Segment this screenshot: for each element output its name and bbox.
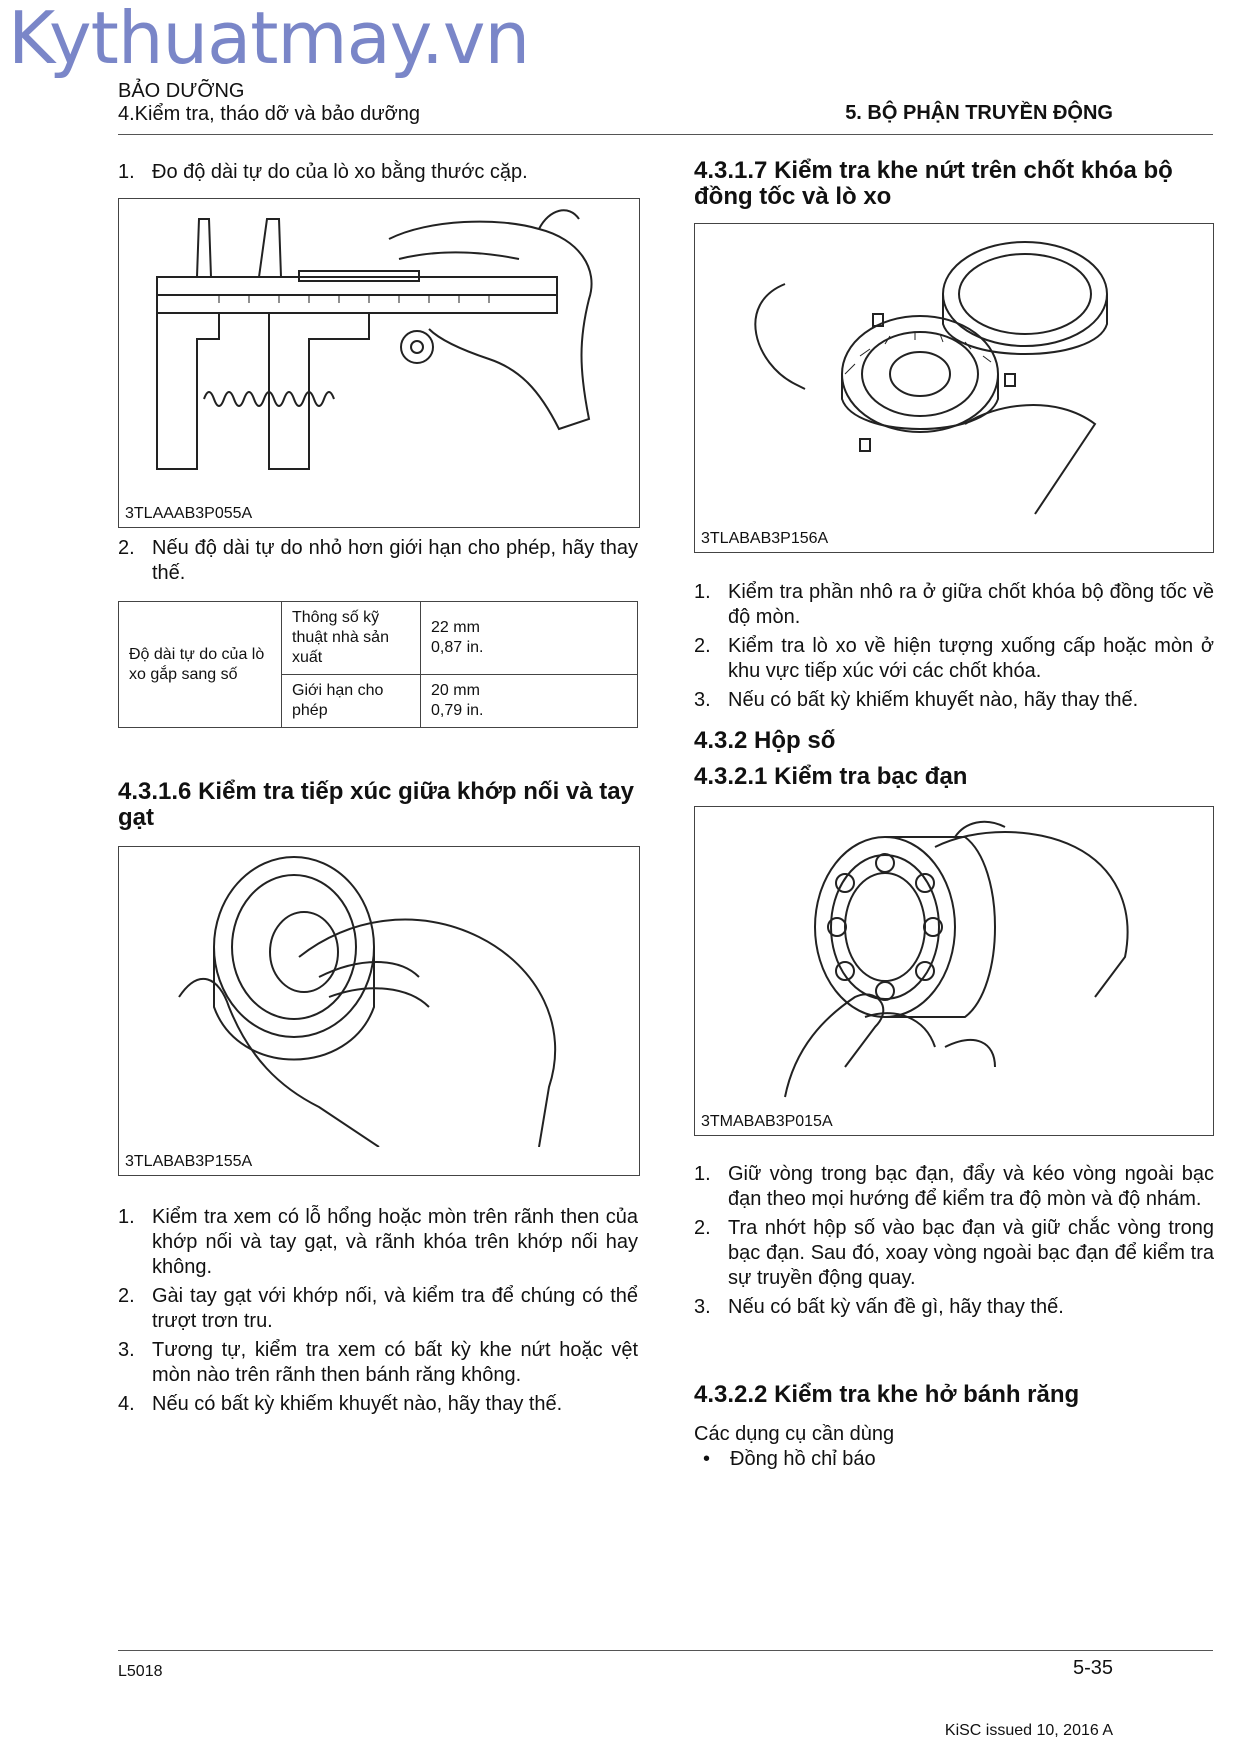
footer-issued: KiSC issued 10, 2016 A <box>944 1722 1113 1739</box>
item-text: Gài tay gạt với khớp nối, và kiểm tra để chúng có thể trượt trơn tru. <box>152 1285 638 1332</box>
list-item <box>118 1205 638 1280</box>
coupler-illustration <box>119 847 637 1147</box>
item-number: 3. <box>118 1339 135 1361</box>
item-text: Kiểm tra lò xo về hiện tượng xuống cấp hoặc mòn ở khu vực tiếp xúc với các chốt khóa. <box>728 635 1214 682</box>
synchronizer-illustration <box>695 224 1211 524</box>
left-step-2 <box>118 536 638 590</box>
list-item <box>694 1216 1214 1291</box>
table-spec-label: Thông số kỹ thuật nhà sản xuất <box>282 602 421 675</box>
item-number: 3. <box>694 1296 711 1318</box>
list-item <box>118 1338 638 1388</box>
item-text: Nếu có bất kỳ khiếm khuyết nào, hãy thay thế. <box>152 1393 563 1415</box>
bullet: • <box>703 1448 711 1470</box>
spring-length-table <box>118 601 638 728</box>
heading-4322: 4.3.2.2 Kiểm tra khe hở bánh răng <box>694 1381 1080 1408</box>
item-number: 1. <box>118 1206 135 1228</box>
list-item <box>118 1284 638 1334</box>
figure-caption: 3TLABAB3P156A <box>701 530 829 547</box>
right-list-2 <box>694 1162 1214 1324</box>
tool-item <box>694 1447 1214 1472</box>
item-text: Nếu có bất kỳ khiếm khuyết nào, hãy thay thế. <box>728 689 1139 711</box>
table-spec-value <box>421 602 638 675</box>
heading-4317: 4.3.1.7 Kiểm tra khe nứt trên chốt khóa bộ đồng tốc và lò xo <box>694 157 1173 210</box>
bearing-figure <box>694 806 1214 1136</box>
heading-432: 4.3.2 Hộp số <box>694 727 836 754</box>
item-number: 1. <box>694 1163 711 1185</box>
item-number: 2. <box>694 635 711 657</box>
figure-caption: 3TLAAAB3P055A <box>125 505 253 522</box>
list-item <box>694 634 1214 684</box>
header-chapter: 5. BỘ PHẬN TRUYỀN ĐỘNG <box>845 102 1113 124</box>
header-subsection: 4.Kiểm tra, tháo dỡ và bảo dưỡng <box>118 103 421 125</box>
spec-value-mm: 22 mm <box>431 619 480 636</box>
item-number: 2. <box>118 1285 135 1307</box>
footer-model: L5018 <box>118 1663 163 1680</box>
figure-caption: 3TMABAB3P015A <box>701 1113 833 1130</box>
step-number: 2. <box>118 537 135 559</box>
left-list-2 <box>118 1205 638 1421</box>
item-text: Kiểm tra phần nhô ra ở giữa chốt khóa bộ đồng tốc về độ mòn. <box>728 581 1214 628</box>
item-number: 1. <box>694 581 711 603</box>
figure-caption: 3TLABAB3P155A <box>125 1153 253 1170</box>
header-left <box>118 80 420 126</box>
step-text: Nếu độ dài tự do nhỏ hơn giới hạn cho phép, hãy thay thế. <box>152 537 638 584</box>
header-section: BẢO DƯỠNG <box>118 80 245 102</box>
step-number: 1. <box>118 161 135 183</box>
tools-label: Các dụng cụ cần dùng <box>694 1423 895 1445</box>
synchronizer-figure <box>694 223 1214 553</box>
item-number: 4. <box>118 1393 135 1415</box>
header-divider <box>118 134 1213 135</box>
table-limit-value <box>421 675 638 728</box>
tools-block <box>694 1422 1214 1472</box>
list-item <box>694 1162 1214 1212</box>
bearing-illustration <box>695 807 1211 1107</box>
item-text: Nếu có bất kỳ vấn đề gì, hãy thay thế. <box>728 1296 1064 1318</box>
watermark-logo: Kythuatmay.vn <box>8 0 530 80</box>
limit-value-mm: 20 mm <box>431 682 480 699</box>
tool-text: Đồng hồ chỉ báo <box>730 1448 876 1470</box>
list-item <box>694 688 1214 713</box>
table-limit-label: Giới hạn cho phép <box>282 675 421 728</box>
left-step-1 <box>118 160 638 189</box>
item-number: 3. <box>694 689 711 711</box>
list-item <box>118 1392 638 1417</box>
footer-divider <box>118 1650 1213 1651</box>
item-text: Tra nhớt hộp số vào bạc đạn và giữ chắc vòng trong bạc đạn. Sau đó, xoay vòng ngoài bạc đạn để kiểm tra sự truyền động quay. <box>728 1217 1214 1289</box>
caliper-illustration <box>119 199 637 499</box>
right-list-1 <box>694 580 1214 717</box>
coupler-figure <box>118 846 640 1176</box>
heading-4316: 4.3.1.6 Kiểm tra tiếp xúc giữa khớp nối và tay gạt <box>118 778 634 831</box>
item-number: 2. <box>694 1217 711 1239</box>
table-item-label: Độ dài tự do của lò xo gắp sang số <box>119 602 282 728</box>
limit-value-in: 0,79 in. <box>431 702 484 719</box>
caliper-figure <box>118 198 640 528</box>
item-text: Giữ vòng trong bạc đạn, đẩy và kéo vòng ngoài bạc đạn theo mọi hướng để kiểm tra độ mòn và độ nhám. <box>728 1163 1214 1210</box>
heading-4321: 4.3.2.1 Kiểm tra bạc đạn <box>694 763 968 790</box>
step-text: Đo độ dài tự do của lò xo bằng thước cặp. <box>152 161 528 183</box>
item-text: Kiểm tra xem có lỗ hổng hoặc mòn trên rãnh then của khớp nối và tay gạt, và rãnh khóa trên khớp nối hay không. <box>152 1206 638 1278</box>
list-item <box>694 1295 1214 1320</box>
spec-value-in: 0,87 in. <box>431 639 484 656</box>
item-text: Tương tự, kiểm tra xem có bất kỳ khe nứt hoặc vệt mòn nào trên rãnh then bánh răng không. <box>152 1339 638 1386</box>
footer-page-number: 5-35 <box>1072 1657 1113 1679</box>
list-item <box>694 580 1214 630</box>
